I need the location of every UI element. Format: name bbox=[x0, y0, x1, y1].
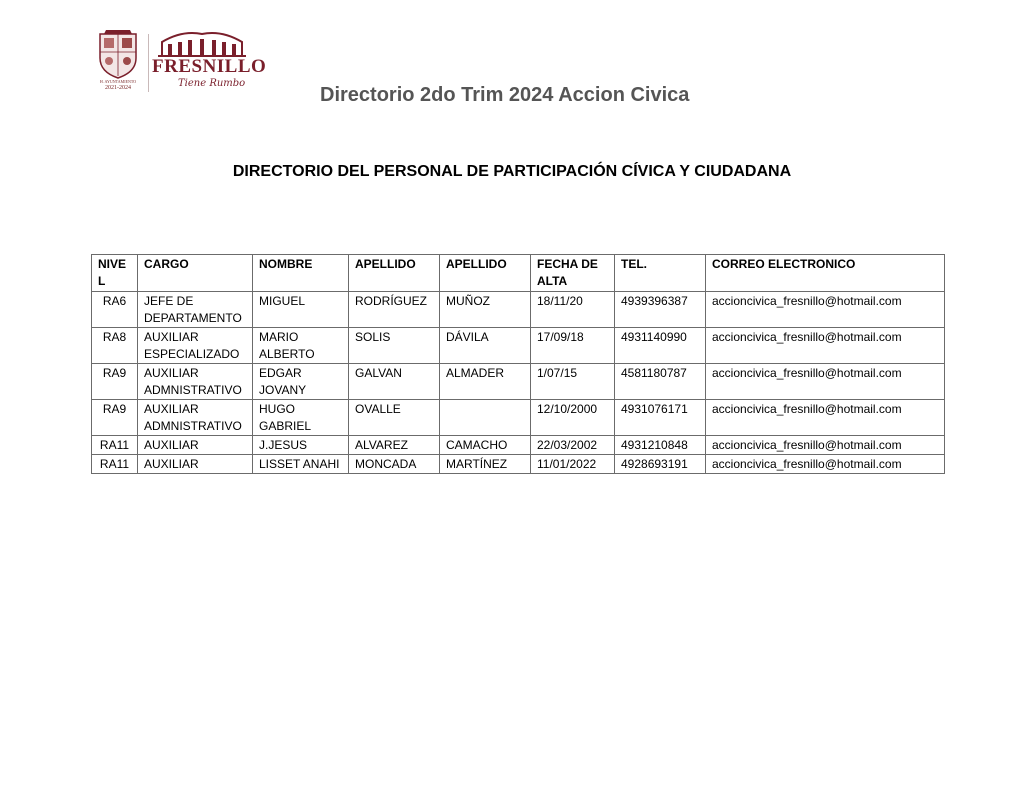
cell-cargo: JEFE DE DEPARTAMENTO bbox=[138, 292, 253, 328]
cell-nivel: RA9 bbox=[92, 400, 138, 436]
cell-fecha-alta: 11/01/2022 bbox=[531, 455, 615, 474]
cell-nivel: RA11 bbox=[92, 455, 138, 474]
cell-apellido-paterno: SOLIS bbox=[349, 328, 440, 364]
cell-tel: 4928693191 bbox=[615, 455, 706, 474]
table-row bbox=[92, 455, 945, 474]
header-apellido-materno: APELLIDO bbox=[440, 255, 531, 292]
cell-nombre: HUGO GABRIEL bbox=[253, 400, 349, 436]
header-apellido-paterno: APELLIDO bbox=[349, 255, 440, 292]
brand-name: FRESNILLO bbox=[152, 56, 267, 77]
cell-correo: accioncivica_fresnillo@hotmail.com bbox=[706, 400, 945, 436]
header-nivel: NIVEL bbox=[92, 255, 138, 292]
cell-fecha-alta: 18/11/20 bbox=[531, 292, 615, 328]
seal-line-1: H. AYUNTAMIENTO bbox=[99, 79, 137, 84]
header-fecha-alta: FECHA DE ALTA bbox=[531, 255, 615, 292]
cell-apellido-paterno: RODRÍGUEZ bbox=[349, 292, 440, 328]
cell-apellido-paterno: ALVAREZ bbox=[349, 436, 440, 455]
cell-tel: 4939396387 bbox=[615, 292, 706, 328]
cell-apellido-materno: CAMACHO bbox=[440, 436, 531, 455]
cell-correo: accioncivica_fresnillo@hotmail.com bbox=[706, 455, 945, 474]
table-header-row bbox=[92, 255, 945, 292]
cell-nombre: LISSET ANAHI bbox=[253, 455, 349, 474]
header-tel: TEL. bbox=[615, 255, 706, 292]
cell-cargo: AUXILIAR bbox=[138, 436, 253, 455]
cell-nivel: RA9 bbox=[92, 364, 138, 400]
cell-fecha-alta: 22/03/2002 bbox=[531, 436, 615, 455]
municipal-logo bbox=[92, 28, 267, 100]
cell-nivel: RA11 bbox=[92, 436, 138, 455]
cell-fecha-alta: 17/09/18 bbox=[531, 328, 615, 364]
cell-tel: 4931140990 bbox=[615, 328, 706, 364]
table-row bbox=[92, 400, 945, 436]
table-row bbox=[92, 436, 945, 455]
cell-apellido-materno: DÁVILA bbox=[440, 328, 531, 364]
cell-correo: accioncivica_fresnillo@hotmail.com bbox=[706, 292, 945, 328]
cell-apellido-materno: MARTÍNEZ bbox=[440, 455, 531, 474]
cell-correo: accioncivica_fresnillo@hotmail.com bbox=[706, 364, 945, 400]
cell-apellido-paterno: MONCADA bbox=[349, 455, 440, 474]
cell-nombre: MIGUEL bbox=[253, 292, 349, 328]
cell-tel: 4581180787 bbox=[615, 364, 706, 400]
table-row bbox=[92, 328, 945, 364]
section-title: DIRECTORIO DEL PERSONAL DE PARTICIPACIÓN CÍVICA Y CIUDADANA bbox=[232, 163, 792, 180]
cell-apellido-materno: MUÑOZ bbox=[440, 292, 531, 328]
cell-apellido-materno bbox=[440, 400, 531, 436]
header-nombre: NOMBRE bbox=[253, 255, 349, 292]
building-icon bbox=[152, 28, 252, 58]
brand-block bbox=[152, 28, 267, 100]
document-title: Directorio 2do Trim 2024 Accion Civica bbox=[320, 84, 690, 106]
seal-line-2: 2021-2024 bbox=[105, 85, 131, 91]
cell-nombre: EDGAR JOVANY bbox=[253, 364, 349, 400]
cell-tel: 4931210848 bbox=[615, 436, 706, 455]
cell-fecha-alta: 1/07/15 bbox=[531, 364, 615, 400]
cell-nivel: RA6 bbox=[92, 292, 138, 328]
cell-apellido-paterno: OVALLE bbox=[349, 400, 440, 436]
header-cargo: CARGO bbox=[138, 255, 253, 292]
cell-cargo: AUXILIAR ESPECIALIZADO bbox=[138, 328, 253, 364]
table-row bbox=[92, 292, 945, 328]
logo-divider bbox=[148, 34, 149, 92]
cell-apellido-materno: ALMADER bbox=[440, 364, 531, 400]
cell-cargo: AUXILIAR ADMNISTRATIVO bbox=[138, 364, 253, 400]
brand-tagline: Tiene Rumbo bbox=[178, 78, 246, 89]
cell-correo: accioncivica_fresnillo@hotmail.com bbox=[706, 436, 945, 455]
header-correo: CORREO ELECTRONICO bbox=[706, 255, 945, 292]
cell-nombre: MARIO ALBERTO bbox=[253, 328, 349, 364]
cell-fecha-alta: 12/10/2000 bbox=[531, 400, 615, 436]
cell-correo: accioncivica_fresnillo@hotmail.com bbox=[706, 328, 945, 364]
cell-nivel: RA8 bbox=[92, 328, 138, 364]
cell-nombre: J.JESUS bbox=[253, 436, 349, 455]
cell-cargo: AUXILIAR ADMNISTRATIVO bbox=[138, 400, 253, 436]
cell-cargo: AUXILIAR bbox=[138, 455, 253, 474]
cell-tel: 4931076171 bbox=[615, 400, 706, 436]
table-row bbox=[92, 364, 945, 400]
cell-apellido-paterno: GALVAN bbox=[349, 364, 440, 400]
staff-directory-table bbox=[91, 254, 945, 474]
